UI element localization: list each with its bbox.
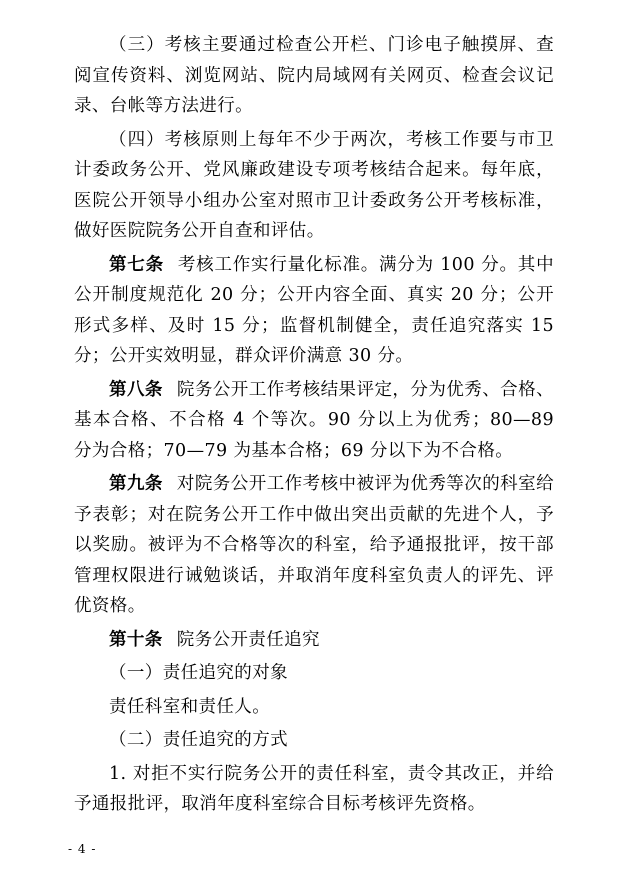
paragraph-text: （三）考核主要通过检查公开栏、门诊电子触摸屏、查阅宣传资料、浏览网站、院内局域网有关网页、检查会议记录、台帐等方法进行。 [74, 35, 554, 116]
paragraph-text: 院务公开工作考核结果评定，分为优秀、合格、基本合格、不合格 4 个等次。90 分以上为优秀；80—89 分为合格；70—79 为基本合格；69 分以下为不合格。 [74, 379, 554, 461]
article-heading: 第八条 [109, 379, 163, 400]
article-9 [74, 469, 554, 622]
paragraph-text: 考核工作实行量化标准。满分为 100 分。其中公开制度规范化 20 分；公开内容全面、真实 20 分；公开形式多样、及时 15 分；监督机制健全，责任追究落实 15 分；公开实效明显，群众评价满意 30 分。 [74, 254, 554, 366]
paragraph-item-1 [74, 759, 554, 820]
paragraph-text: 1. 对拒不实行院务公开的责任科室，责令其改正，并给予通报批评，取消年度科室综合目标考核评先资格。 [74, 763, 554, 814]
paragraph-text: 院务公开责任追究 [176, 629, 320, 650]
article-heading: 第七条 [109, 254, 164, 275]
paragraph-text: （二）责任追究的方式 [109, 730, 288, 750]
paragraph-responsibility-target [74, 692, 554, 723]
paragraph-2 [74, 125, 554, 247]
paragraph-text: （四）考核原则上每年不少于两次，考核工作要与市卫计委政务公开、党风廉政建设专项考核结合起来。每年底，医院公开领导小组办公室对照市卫计委政务公开考核标准，做好医院院务公开自查和评估。 [74, 129, 554, 241]
article-10 [74, 625, 554, 656]
subsection-heading [74, 725, 554, 756]
article-heading: 第十条 [109, 629, 163, 650]
page-number: - 4 - [68, 842, 97, 856]
article-8 [74, 375, 554, 467]
article-7 [74, 250, 554, 372]
document-body [74, 30, 554, 823]
paragraph-text: 责任科室和责任人。 [109, 696, 271, 717]
paragraph-text: （一）责任追究的对象 [109, 663, 288, 683]
paragraph-text: 对院务公开工作考核中被评为优秀等次的科室给予表彰；对在院务公开工作中做出突出贡献的先进个人，予以奖励。被评为不合格等次的科室，给予通报批评，按干部管理权限进行诫勉谈话，并取消年度科室负责人的评先、评优资格。 [74, 474, 554, 616]
subsection-heading [74, 658, 554, 689]
paragraph-1 [74, 30, 554, 122]
article-heading: 第九条 [109, 474, 163, 494]
